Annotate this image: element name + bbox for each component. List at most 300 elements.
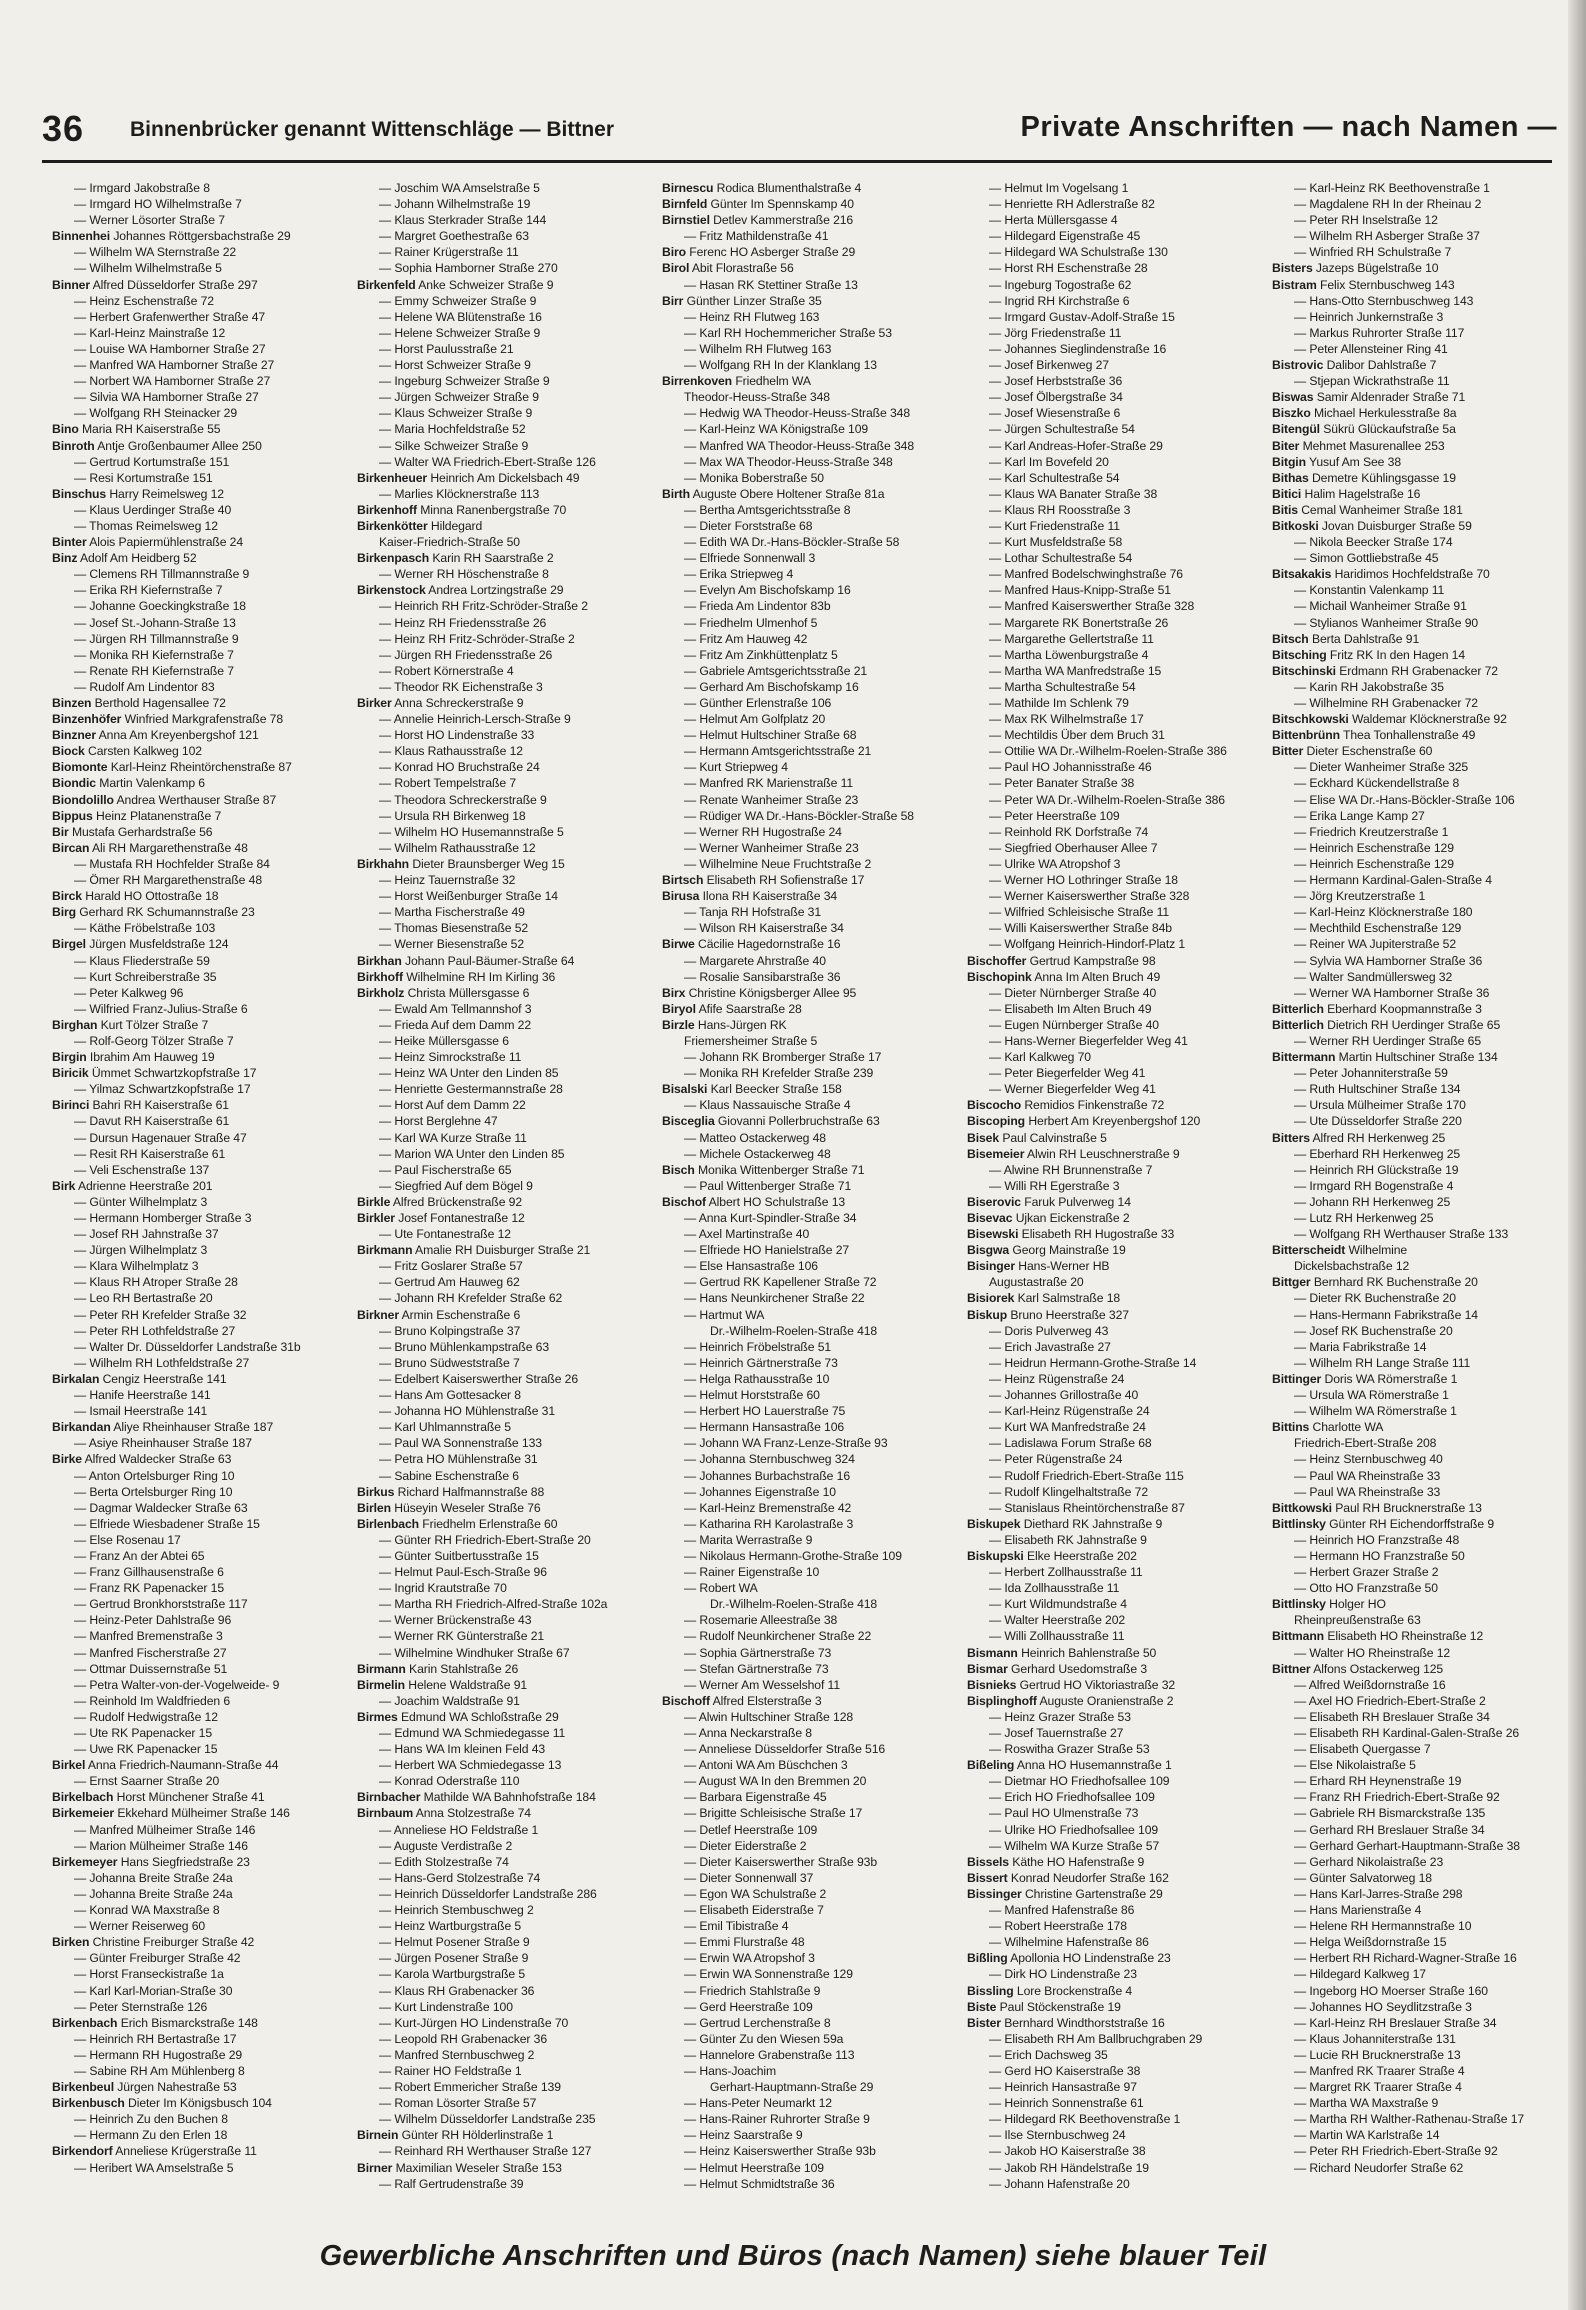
sub-entry: — Klaus Fliederstraße 59 bbox=[74, 953, 210, 968]
sub-entry: — Margret RK Traarer Straße 4 bbox=[1294, 2080, 1462, 2095]
entry-details: Minna Ranenbergstraße 70 bbox=[420, 502, 567, 517]
sub-entry: — Wilhelmine Neue Fruchtstraße 2 bbox=[684, 856, 872, 871]
page-edge-shadow bbox=[1568, 0, 1586, 2310]
surname: Birghan bbox=[52, 1017, 98, 1032]
sub-entry: — Rudolf Neunkirchener Straße 22 bbox=[684, 1629, 872, 1644]
sub-entry: — Norbert WA Hamborner Straße 27 bbox=[74, 374, 271, 389]
surname: Bisalski bbox=[662, 1082, 708, 1097]
sub-entry: — Peter Banater Straße 38 bbox=[989, 776, 1135, 791]
entry-details: Alfred RH Herkenweg 25 bbox=[1312, 1130, 1446, 1145]
sub-entry: — Werner RH Hugostraße 24 bbox=[684, 824, 842, 839]
sub-entry: — Heinz WA Unter den Linden 85 bbox=[379, 1066, 559, 1081]
sub-entry: — Ralf Gertrudenstraße 39 bbox=[379, 2176, 524, 2191]
surname: Bißeling bbox=[967, 1758, 1015, 1773]
sub-entry: — Doris Pulverweg 43 bbox=[989, 1323, 1109, 1338]
surname-entry bbox=[1272, 727, 1563, 743]
surname: Birol bbox=[662, 261, 690, 276]
sub-entry: — Karola Wartburgstraße 5 bbox=[379, 1967, 526, 1982]
sub-entry: — Klaus RH Atroper Straße 28 bbox=[74, 1275, 238, 1290]
sub-entry: — Josef RK Buchenstraße 20 bbox=[1294, 1323, 1453, 1338]
entry-details: Elke Heerstraße 202 bbox=[1026, 1548, 1137, 1563]
sub-entry: — Heinz Saarstraße 9 bbox=[684, 2128, 803, 2143]
entry-details: Anna Am Kreyenbergshof 121 bbox=[98, 728, 259, 743]
entry-details: Alfons Ostackerweg 125 bbox=[1313, 1661, 1444, 1676]
sub-entry: — Bertha Amtsgerichtsstraße 8 bbox=[684, 502, 851, 517]
sub-entry: — Roswitha Grazer Straße 53 bbox=[989, 1742, 1150, 1757]
entry-details: Anna Stolzestraße 74 bbox=[415, 1806, 531, 1821]
sub-entry: — Peter Biegerfelder Weg 41 bbox=[989, 1066, 1146, 1081]
surname-entry bbox=[1272, 1049, 1563, 1065]
sub-entry: — Dietmar HO Friedhofsallee 109 bbox=[989, 1774, 1170, 1789]
surname: Binschus bbox=[52, 486, 107, 501]
sub-entry: — Klaus Schweizer Straße 9 bbox=[379, 406, 533, 421]
sub-entry: — Heinz Grazer Straße 53 bbox=[989, 1709, 1131, 1724]
sub-entry: — Michele Ostackerweg 48 bbox=[684, 1146, 831, 1161]
sub-entry: — Wolfgang RH Werthauser Straße 133 bbox=[1294, 1227, 1509, 1242]
entry-details: Alfred Elsterstraße 3 bbox=[712, 1693, 822, 1708]
sub-entry: — Hannelore Grabenstraße 113 bbox=[684, 2047, 855, 2062]
sub-entry: — Dieter Kaiserswerther Straße 93b bbox=[684, 1854, 878, 1869]
entry-details: Faruk Pulverweg 14 bbox=[1024, 1194, 1131, 1209]
sub-entry: — Johann WA Franz-Lenze-Straße 93 bbox=[684, 1436, 888, 1451]
surname: Biomonte bbox=[52, 760, 108, 775]
entry-details: Christa Müllersgasse 6 bbox=[407, 985, 530, 1000]
entry-details: Demetre Kühlingsgasse 19 bbox=[1311, 470, 1456, 485]
sub-entry: — Kurt Musfeldstraße 58 bbox=[989, 535, 1123, 550]
surname: Birkenpasch bbox=[357, 551, 430, 566]
entry-details: Richard Halfmannstraße 88 bbox=[397, 1484, 545, 1499]
sub-entry: — Werner Lösorter Straße 7 bbox=[74, 213, 225, 228]
sub-entry: — Heinrich Zu den Buchen 8 bbox=[74, 2112, 228, 2127]
surname: Biter bbox=[1272, 438, 1300, 453]
sub-entry: — Horst Berglehne 47 bbox=[379, 1114, 498, 1129]
sub-entry: — Jörg Kreutzerstraße 1 bbox=[1294, 889, 1426, 904]
sub-entry: — Margarete RK Bonertstraße 26 bbox=[989, 615, 1169, 630]
sub-entry: — Wilhelm WA Römerstraße 1 bbox=[1294, 1404, 1457, 1419]
surname: Bittenbrünn bbox=[1272, 728, 1340, 743]
sub-entry: — Manfred WA Hamborner Straße 27 bbox=[74, 358, 275, 373]
sub-entry: — Wilhelm HO Husemannstraße 5 bbox=[379, 824, 564, 839]
sub-entry: — Franz RK Papenacker 15 bbox=[74, 1581, 225, 1596]
surname: Bitterscheidt bbox=[1272, 1243, 1346, 1258]
sub-entry: — Magdalene RH In der Rheinau 2 bbox=[1294, 197, 1482, 212]
surname: Birkenbach bbox=[52, 2015, 118, 2030]
surname: Birck bbox=[52, 889, 82, 904]
sub-entry: — Eugen Nürnberger Straße 40 bbox=[989, 1017, 1159, 1032]
sub-entry: — Heinz RH Friedensstraße 26 bbox=[379, 615, 547, 630]
surname-entry bbox=[52, 1371, 343, 1387]
sub-entry: — Frieda Am Lindentor 83b bbox=[684, 599, 831, 614]
sub-entry: — Evelyn Am Bischofskamp 16 bbox=[684, 583, 851, 598]
sub-entry: — Karl-Heinz WA Königstraße 109 bbox=[684, 422, 869, 437]
sub-entry: — Gerhard Gerhart-Hauptmann-Straße 38 bbox=[1294, 1838, 1520, 1853]
sub-entry: — Kurt Lindenstraße 100 bbox=[379, 1999, 513, 2014]
sub-entry: — Hermann Amtsgerichtsstraße 21 bbox=[684, 744, 872, 759]
surname: Birkholz bbox=[357, 985, 405, 1000]
surname-entry bbox=[1272, 1628, 1563, 1644]
surname-entry bbox=[52, 711, 343, 727]
sub-entry: — Josef Birkenweg 27 bbox=[989, 358, 1109, 373]
surname: Birkenkötter bbox=[357, 518, 428, 533]
entry-details: Lore Brockenstraße 4 bbox=[1016, 1983, 1133, 1998]
sub-entry: — Hildegard Kalkweg 17 bbox=[1294, 1967, 1426, 1982]
surname: Bisewski bbox=[967, 1227, 1019, 1242]
sub-entry: — Johannes HO Seydlitzstraße 3 bbox=[1294, 1999, 1472, 2014]
sub-entry: — Karl Kalkweg 70 bbox=[989, 1050, 1091, 1065]
sub-entry: — Manfred RK Traarer Straße 4 bbox=[1294, 2063, 1465, 2078]
sub-entry: — Johanna Breite Straße 24a bbox=[74, 1886, 233, 1901]
surname-entry bbox=[52, 2095, 343, 2111]
entry-details: Mathilde WA Bahnhofstraße 184 bbox=[423, 1790, 596, 1805]
sub-entry: — Asiye Rheinhauser Straße 187 bbox=[74, 1436, 252, 1451]
sub-entry: — Sabine Eschenstraße 6 bbox=[379, 1468, 519, 1483]
sub-entry: — Edmund WA Schmiedegasse 11 bbox=[379, 1726, 566, 1740]
sub-entry: — Lutz RH Herkenweg 25 bbox=[1294, 1211, 1434, 1225]
entry-details: Käthe HO Hafenstraße 9 bbox=[1012, 1854, 1145, 1869]
sub-entry: — Heinz Tauernstraße 32 bbox=[379, 873, 516, 888]
sub-entry: — Heinz Eschenstraße 72 bbox=[74, 293, 214, 308]
sub-entry: — Franz Gillhausenstraße 6 bbox=[74, 1565, 224, 1580]
sub-entry: — Gertrud Bronkhorststraße 117 bbox=[74, 1597, 248, 1612]
sub-entry: — Johann RH Krefelder Straße 62 bbox=[379, 1291, 563, 1306]
sub-entry: — Heinrich Junkernstraße 3 bbox=[1294, 309, 1444, 324]
sub-entry: — Otto HO Franzstraße 50 bbox=[1294, 1581, 1438, 1596]
surname: Birnfeld bbox=[662, 197, 708, 212]
entry-details: Cemal Wanheimer Straße 181 bbox=[1301, 502, 1463, 517]
sub-entry: — Horst Franseckistraße 1a bbox=[74, 1967, 224, 1982]
surname-entry bbox=[662, 1693, 953, 1709]
sub-entry: — Theodor RK Eichenstraße 3 bbox=[379, 679, 543, 694]
sub-entry: — Helmut Am Golfplatz 20 bbox=[684, 712, 826, 727]
sub-entry: — Ingeburg Togostraße 62 bbox=[989, 277, 1132, 292]
surname-entry bbox=[52, 534, 343, 550]
entry-details: Berthold Hagensallee 72 bbox=[94, 696, 226, 710]
entry-details: Josef Fontanestraße 12 bbox=[398, 1211, 525, 1225]
sub-entry: — Frieda Auf dem Damm 22 bbox=[379, 1017, 532, 1032]
sub-entry: — Dieter Sonnenwall 37 bbox=[684, 1870, 814, 1885]
sub-entry: — Johann Wilhelmstraße 19 bbox=[379, 197, 531, 212]
sub-entry: — Hasan RK Stettiner Straße 13 bbox=[684, 277, 858, 292]
surname-entry bbox=[967, 953, 1258, 969]
surname-entry bbox=[1272, 647, 1563, 663]
surname: Binzenhöfer bbox=[52, 712, 122, 727]
entry-details: Detlev Kammerstraße 216 bbox=[713, 213, 854, 228]
sub-entry: — Rosemarie Alleestraße 38 bbox=[684, 1613, 838, 1628]
sub-entry: — Karl-Heinz Klöcknerstraße 180 bbox=[1294, 905, 1473, 920]
sub-entry: — Karl-Heinz RK Beethovenstraße 1 bbox=[1294, 181, 1490, 195]
surname: Biste bbox=[967, 1999, 997, 2014]
sub-entry: — Egon WA Schulstraße 2 bbox=[684, 1886, 827, 1901]
sub-entry: — August WA In den Bremmen 20 bbox=[684, 1774, 867, 1789]
surname: Bissling bbox=[967, 1983, 1014, 1998]
sub-entry: — Richard Neudorfer Straße 62 bbox=[1294, 2160, 1464, 2175]
entry-details: Armin Eschenstraße 6 bbox=[401, 1307, 521, 1322]
sub-entry: — Horst Weißenburger Straße 14 bbox=[379, 889, 558, 904]
entry-details: Harald HO Ottostraße 18 bbox=[85, 889, 219, 904]
sub-entry: — Karl-Heinz Rügenstraße 24 bbox=[989, 1404, 1150, 1419]
sub-entry: — Heinz-Peter Dahlstraße 96 bbox=[74, 1613, 232, 1628]
sub-entry: — Heinrich Eschenstraße 129 bbox=[1294, 840, 1454, 855]
sub-entry: — Klaus RH Grabenacker 36 bbox=[379, 1983, 535, 1998]
entry-details: Karl Salmstraße 18 bbox=[1017, 1291, 1121, 1306]
sub-entry: — Silvia WA Hamborner Straße 27 bbox=[74, 390, 259, 405]
surname: Birnbaum bbox=[357, 1806, 414, 1821]
sub-entry: — Rainer HO Feldstraße 1 bbox=[379, 2063, 522, 2078]
entry-details: Remidios Finkenstraße 72 bbox=[1024, 1098, 1165, 1113]
surname-entry bbox=[357, 1500, 648, 1516]
sub-entry: — Hermann Hansastraße 106 bbox=[684, 1420, 845, 1435]
entry-details: Edmund WA Schloßstraße 29 bbox=[401, 1709, 559, 1724]
sub-entry: — Ilse Sternbuschweg 24 bbox=[989, 2128, 1126, 2143]
entry-details: Amalie RH Duisburger Straße 21 bbox=[415, 1243, 591, 1258]
sub-entry: — Winfried RH Schulstraße 7 bbox=[1294, 245, 1452, 260]
sub-entry: — Silke Schweizer Straße 9 bbox=[379, 438, 529, 453]
sub-entry: — Josef St.-Johann-Straße 13 bbox=[74, 615, 236, 630]
surname: Birk bbox=[52, 1178, 76, 1193]
surname: Bitsching bbox=[1272, 647, 1327, 662]
entry-details: Ilona RH Kaiserstraße 34 bbox=[702, 889, 838, 904]
directory-column-2 bbox=[357, 180, 648, 2210]
surname: Binz bbox=[52, 551, 78, 566]
footer-note: Gewerbliche Anschriften und Büros (nach Namen) siehe blauer Teil bbox=[319, 2240, 1267, 2272]
surname-entry bbox=[967, 1645, 1258, 1661]
surname-entry bbox=[967, 1870, 1258, 1886]
sub-entry: — Hermann Homberger Straße 3 bbox=[74, 1211, 252, 1225]
entry-continuation: Augustastraße 20 bbox=[989, 1275, 1084, 1290]
sub-entry: — Sabine RH Am Mühlenberg 8 bbox=[74, 2063, 245, 2078]
surname: Bippus bbox=[52, 808, 93, 823]
entry-details: Doris WA Römerstraße 1 bbox=[1324, 1371, 1458, 1386]
sub-entry: — Rudolf Klingelhaltstraße 72 bbox=[989, 1484, 1149, 1499]
surname-entry bbox=[357, 1661, 648, 1677]
entry-details: Dalibor Dahlstraße 7 bbox=[1326, 358, 1437, 373]
sub-entry: — Friedrich Stahlstraße 9 bbox=[684, 1983, 821, 1998]
entry-details: Berta Dahlstraße 91 bbox=[1311, 631, 1420, 646]
surname-entry bbox=[357, 1194, 648, 1210]
sub-entry: — Johanna Breite Straße 24a bbox=[74, 1870, 233, 1885]
surname: Bitgin bbox=[1272, 454, 1306, 469]
surname-entry bbox=[52, 277, 343, 293]
sub-entry: — Hans Karl-Jarres-Straße 298 bbox=[1294, 1886, 1463, 1901]
entry-details: Cengiz Heerstraße 141 bbox=[102, 1371, 227, 1386]
surname-entry bbox=[967, 1194, 1258, 1210]
surname: Biondolillo bbox=[52, 792, 114, 807]
entry-details: Konrad Neudorfer Straße 162 bbox=[1010, 1870, 1169, 1885]
sub-entry: — Martha Löwenburgstraße 4 bbox=[989, 647, 1149, 662]
sub-entry: — Dieter RK Buchenstraße 20 bbox=[1294, 1291, 1456, 1306]
surname: Birth bbox=[662, 486, 690, 501]
surname-entry bbox=[357, 2160, 648, 2176]
sub-entry: — Monika RH Kiefernstraße 7 bbox=[74, 647, 234, 662]
sub-entry: — Uwe RK Papenacker 15 bbox=[74, 1742, 218, 1757]
sub-entry: — Ladislawa Forum Straße 68 bbox=[989, 1436, 1152, 1451]
entry-details: Wilhelmine RH Im Kirling 36 bbox=[406, 969, 556, 984]
surname: Birkalan bbox=[52, 1371, 100, 1386]
sub-entry: — Gerhard RH Breslauer Straße 34 bbox=[1294, 1822, 1485, 1837]
entry-details: Michael Herkulesstraße 8a bbox=[1313, 406, 1457, 421]
sub-entry: — Heinrich Fröbelstraße 51 bbox=[684, 1339, 832, 1354]
sub-entry: — Ottmar Duissernstraße 51 bbox=[74, 1661, 228, 1676]
sub-entry: — Robert Heerstraße 178 bbox=[989, 1919, 1127, 1934]
sub-entry: — Heinrich Gärtnerstraße 73 bbox=[684, 1355, 838, 1370]
surname: Biskupski bbox=[967, 1548, 1024, 1563]
surname: Biskup bbox=[967, 1307, 1008, 1322]
entry-details: Alfred Brückenstraße 92 bbox=[392, 1194, 523, 1209]
sub-entry: — Rudolf Hedwigstraße 12 bbox=[74, 1709, 218, 1724]
surname: Bittins bbox=[1272, 1420, 1310, 1435]
surname-entry bbox=[1272, 502, 1563, 518]
surname-entry bbox=[52, 888, 343, 904]
sub-entry: — Johannes Eigenstraße 10 bbox=[684, 1484, 836, 1499]
sub-entry: — Herbert Grazer Straße 2 bbox=[1294, 1565, 1439, 1580]
directory-column-1 bbox=[52, 180, 343, 2210]
sub-entry: — Stjepan Wickrathstraße 11 bbox=[1294, 374, 1450, 389]
entry-details: Hans Siegfriedstraße 23 bbox=[120, 1854, 250, 1869]
surname: Bistram bbox=[1272, 277, 1317, 292]
sub-entry: — Karl Schultestraße 54 bbox=[989, 470, 1120, 485]
surname-entry bbox=[52, 1419, 343, 1435]
sub-entry: — Wilhelmine RH Grabenacker 72 bbox=[1294, 696, 1478, 710]
sub-entry: — Elfriede HO Hanielstraße 27 bbox=[684, 1243, 850, 1258]
sub-entry: — Karl-Heinz Mainstraße 12 bbox=[74, 325, 226, 340]
surname: Birker bbox=[357, 696, 392, 710]
surname: Birnescu bbox=[662, 181, 714, 195]
surname-entry bbox=[357, 1709, 648, 1725]
entry-details: Horst Münchener Straße 41 bbox=[116, 1790, 265, 1805]
sub-entry: — Walter Dr. Düsseldorfer Landstraße 31b bbox=[74, 1339, 301, 1354]
surname: Birgin bbox=[52, 1050, 87, 1065]
sub-entry: — Monika Boberstraße 50 bbox=[684, 470, 824, 485]
sub-entry: — Wilhelm RH Asberger Straße 37 bbox=[1294, 229, 1480, 244]
sub-entry: — Günter Zu den Wiesen 59a bbox=[684, 2031, 844, 2046]
sub-entry: — Ursula Mülheimer Straße 170 bbox=[1294, 1098, 1466, 1113]
surname-entry bbox=[1272, 566, 1563, 582]
sub-entry: — Hans Neunkirchener Straße 22 bbox=[684, 1291, 865, 1306]
sub-entry: — Martha Schultestraße 54 bbox=[989, 679, 1136, 694]
sub-entry: — Rudolf Am Lindentor 83 bbox=[74, 679, 215, 694]
sub-entry: — Hermann HO Franzstraße 50 bbox=[1294, 1548, 1465, 1563]
surname: Birmelin bbox=[357, 1677, 405, 1692]
sub-entry: — Franz RH Friedrich-Ebert-Straße 92 bbox=[1294, 1790, 1500, 1805]
sub-entry: — Heinrich RH Fritz-Schröder-Straße 2 bbox=[379, 599, 588, 614]
entry-details: Charlotte WA bbox=[1312, 1420, 1384, 1435]
surname: Bittlinsky bbox=[1272, 1516, 1326, 1531]
surname-entry bbox=[357, 582, 648, 598]
sub-entry: — Henriette RH Adlerstraße 82 bbox=[989, 197, 1155, 212]
surname-entry bbox=[357, 1484, 648, 1500]
entry-details: Anke Schweizer Straße 9 bbox=[418, 277, 554, 292]
surname: Bino bbox=[52, 422, 79, 437]
surname: Bithas bbox=[1272, 470, 1309, 485]
sub-entry: — Werner Wanheimer Straße 23 bbox=[684, 840, 859, 855]
sub-entry: — Katharina RH Karolastraße 3 bbox=[684, 1516, 854, 1531]
sub-entry: — Maria Hochfeldstraße 52 bbox=[379, 422, 526, 437]
sub-entry: — Wilfried Franz-Julius-Straße 6 bbox=[74, 1001, 248, 1016]
sub-entry: — Edith Stolzestraße 74 bbox=[379, 1854, 509, 1869]
sub-entry: — Robert WA bbox=[684, 1581, 758, 1596]
surname-entry bbox=[662, 985, 953, 1001]
entry-details: Günther Linzer Straße 35 bbox=[686, 293, 822, 308]
sub-entry: — Jürgen RH Friedensstraße 26 bbox=[379, 647, 553, 662]
sub-entry: — Peter RH Krefelder Straße 32 bbox=[74, 1307, 247, 1322]
entry-details: Maria RH Kaiserstraße 55 bbox=[81, 422, 221, 437]
sub-entry: — Kurt Friedenstraße 11 bbox=[989, 518, 1120, 533]
entry-details: Günter Im Spennskamp 40 bbox=[710, 197, 854, 212]
surname-entry bbox=[662, 180, 953, 196]
sub-entry: — Wolfgang Heinrich-Hindorf-Platz 1 bbox=[989, 937, 1186, 952]
surname-entry bbox=[1272, 663, 1563, 679]
sub-entry: — Wilhelm Wilhelmstraße 5 bbox=[74, 261, 222, 276]
sub-entry: — Peter Heerstraße 109 bbox=[989, 808, 1120, 823]
surname: Birx bbox=[662, 985, 686, 1000]
sub-entry: — Peter Johanniterstraße 59 bbox=[1294, 1066, 1448, 1081]
sub-entry: — Elisabeth Quergasse 7 bbox=[1294, 1742, 1431, 1757]
surname: Birke bbox=[52, 1452, 82, 1467]
entry-details: Bahri RH Kaiserstraße 61 bbox=[92, 1098, 229, 1113]
surname-entry bbox=[967, 1886, 1258, 1902]
sub-entry: — Franz An der Abtei 65 bbox=[74, 1548, 205, 1563]
surname: Bittlinsky bbox=[1272, 1597, 1326, 1612]
sub-entry: — Klaus Uerdinger Straße 40 bbox=[74, 502, 232, 517]
sub-entry: — Josef Wiesenstraße 6 bbox=[989, 406, 1121, 421]
sub-entry: — Resi Kortumstraße 151 bbox=[74, 470, 213, 485]
sub-entry: — Peter WA Dr.-Wilhelm-Roelen-Straße 386 bbox=[989, 792, 1225, 807]
sub-entry: — Josef Tauernstraße 27 bbox=[989, 1726, 1124, 1740]
sub-entry: — Emmy Schweizer Straße 9 bbox=[379, 293, 537, 308]
surname: Bisch bbox=[662, 1162, 695, 1177]
sub-entry: — Thomas Reimelsweg 12 bbox=[74, 518, 218, 533]
sub-entry: — Gerhard Nikolaistraße 23 bbox=[1294, 1854, 1444, 1869]
sub-entry: — Veli Eschenstraße 137 bbox=[74, 1162, 210, 1177]
entry-details: Eberhard Koopmannstraße 3 bbox=[1327, 1001, 1482, 1016]
entry-details: Thea Tonhallenstraße 49 bbox=[1343, 728, 1476, 743]
surname-entry bbox=[1272, 421, 1563, 437]
sub-entry: — Else Rosenau 17 bbox=[74, 1532, 181, 1547]
surname: Birmann bbox=[357, 1661, 406, 1676]
surname: Birkenheuer bbox=[357, 470, 428, 485]
sub-entry: — Theodora Schreckerstraße 9 bbox=[379, 792, 547, 807]
sub-entry: — Rolf-Georg Tölzer Straße 7 bbox=[74, 1033, 234, 1048]
sub-entry: — Martha WA Manfredstraße 15 bbox=[989, 663, 1162, 678]
surname: Birkenbeul bbox=[52, 2080, 114, 2095]
sub-entry: — Heinz Kaiserswerther Straße 93b bbox=[684, 2144, 876, 2159]
entry-details: Holger HO bbox=[1329, 1597, 1386, 1612]
surname-entry bbox=[967, 1983, 1258, 1999]
sub-entry: — Jakob HO Kaiserstraße 38 bbox=[989, 2144, 1146, 2159]
sub-entry: — Anna Neckarstraße 8 bbox=[684, 1726, 812, 1740]
sub-entry: — Manfred Kaiserswerther Straße 328 bbox=[989, 599, 1195, 614]
sub-entry: — Walter Heerstraße 202 bbox=[989, 1613, 1126, 1628]
surname: Bistrovic bbox=[1272, 358, 1324, 373]
sub-entry: — Peter RH Friedrich-Ebert-Straße 92 bbox=[1294, 2144, 1498, 2159]
surname-entry bbox=[357, 856, 648, 872]
sub-entry: — Klaus Rathausstraße 12 bbox=[379, 744, 523, 759]
sub-entry: — Erika Lange Kamp 27 bbox=[1294, 808, 1425, 823]
entry-details: Paul Stöckenstraße 19 bbox=[999, 1999, 1121, 2014]
surname-entry bbox=[52, 2015, 343, 2031]
sub-entry: — Sylvia WA Hamborner Straße 36 bbox=[1294, 953, 1483, 968]
sub-entry: — Manfred Mülheimer Straße 146 bbox=[74, 1822, 256, 1837]
surname-entry bbox=[1272, 470, 1563, 486]
sub-entry: — Ute Fontanestraße 12 bbox=[379, 1227, 511, 1242]
sub-entry: — Renate RH Kiefernstraße 7 bbox=[74, 663, 234, 678]
sub-entry: — Johannes Sieglindenstraße 16 bbox=[989, 341, 1167, 356]
entry-details: Karl-Heinz Rheintörchenstraße 87 bbox=[110, 760, 292, 775]
sub-entry: — Hans-Joachim bbox=[684, 2063, 777, 2078]
sub-entry: — Emil Tibistraße 4 bbox=[684, 1919, 789, 1934]
surname: Biro bbox=[662, 245, 686, 260]
surname-entry bbox=[52, 727, 343, 743]
